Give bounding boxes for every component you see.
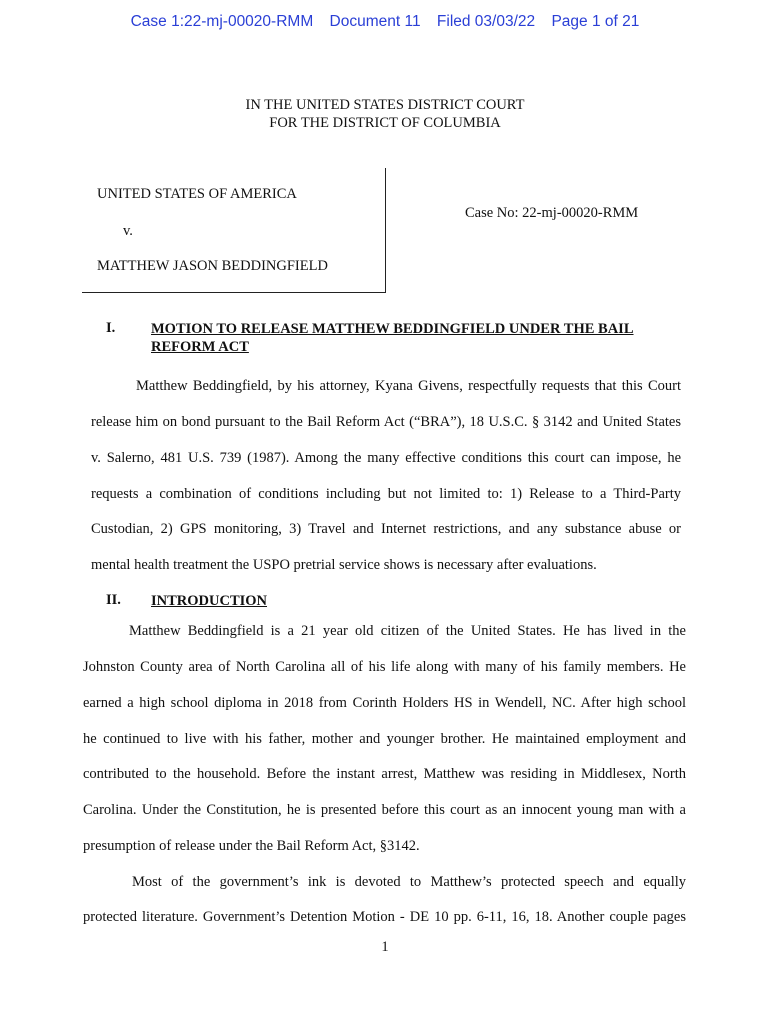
section-2-p2-line-1: Most of the government’s ink is devoted to Matthew’s protected speech and equally <box>132 874 686 890</box>
page-number: 1 <box>381 939 389 955</box>
ecf-filed-date: Filed 03/03/22 <box>436 13 536 30</box>
section-1-line-5: Custodian, 2) GPS monitoring, 3) Travel and Internet restrictions, and any substance abuse or <box>91 521 681 537</box>
court-title-line-1: IN THE UNITED STATES DISTRICT COURT <box>245 97 525 113</box>
section-1-line-2: release him on bond pursuant to the Bail Reform Act (“BRA”), 18 U.S.C. § 3142 and United States <box>91 414 681 430</box>
section-1-line-4: requests a combination of conditions including but not limited to: 1) Release to a Third-Party <box>91 486 681 502</box>
section-2-title: INTRODUCTION <box>151 593 268 609</box>
ecf-document-number: Document 11 <box>329 13 421 30</box>
section-2-p1-line-3: earned a high school diploma in 2018 from Corinth Holders HS in Wendell, NC. After high school <box>83 695 686 711</box>
section-2-p1-line-6: Carolina. Under the Constitution, he is presented before this court as an innocent young man with a <box>83 802 686 818</box>
section-2-number: II. <box>106 592 121 608</box>
section-1-line-3: v. Salerno, 481 U.S. 739 (1987). Among the many effective conditions this court can impose, he <box>91 450 681 466</box>
ecf-case-number: Case 1:22-mj-00020-RMM <box>130 13 314 30</box>
caption-plaintiff: UNITED STATES OF AMERICA <box>97 186 297 202</box>
caption-defendant: MATTHEW JASON BEDDINGFIELD <box>97 258 328 274</box>
caption-versus: v. <box>123 223 133 239</box>
ecf-page-count: Page 1 of 21 <box>551 13 640 30</box>
court-title-line-2: FOR THE DISTRICT OF COLUMBIA <box>269 115 501 131</box>
section-1-title <box>151 320 634 356</box>
section-2-p1-line-1: Matthew Beddingfield is a 21 year old citizen of the United States. He has lived in the <box>129 623 686 639</box>
court-title <box>0 96 770 132</box>
section-2-p1-line-5: contributed to the household. Before the instant arrest, Matthew was residing in Middlesex, North <box>83 766 686 782</box>
section-1-title-line-2: REFORM ACT <box>151 339 249 355</box>
section-2-p1-line-4: he continued to live with his father, mother and younger brother. He maintained employment and <box>83 731 686 747</box>
section-1-line-1: Matthew Beddingfield, by his attorney, Kyana Givens, respectfully requests that this Court <box>136 378 681 394</box>
section-1-title-line-1: MOTION TO RELEASE MATTHEW BEDDINGFIELD UNDER THE BAIL <box>151 321 634 337</box>
caption-case-number: Case No: 22-mj-00020-RMM <box>465 205 639 221</box>
section-1-heading <box>106 320 686 360</box>
section-2-p1-line-7: presumption of release under the Bail Reform Act, §3142. <box>83 838 420 854</box>
section-2-p2-line-2: protected literature. Government’s Detention Motion - DE 10 pp. 6-11, 16, 18. Another couple pages <box>83 909 686 925</box>
section-1-line-6: mental health treatment the USPO pretrial service shows is necessary after evaluations. <box>91 557 597 573</box>
section-2-p1-line-2: Johnston County area of North Carolina all of his life along with many of his family members. He <box>83 659 686 675</box>
section-1-number: I. <box>106 320 116 336</box>
section-2-heading <box>106 592 406 612</box>
ecf-filing-header <box>0 13 770 31</box>
